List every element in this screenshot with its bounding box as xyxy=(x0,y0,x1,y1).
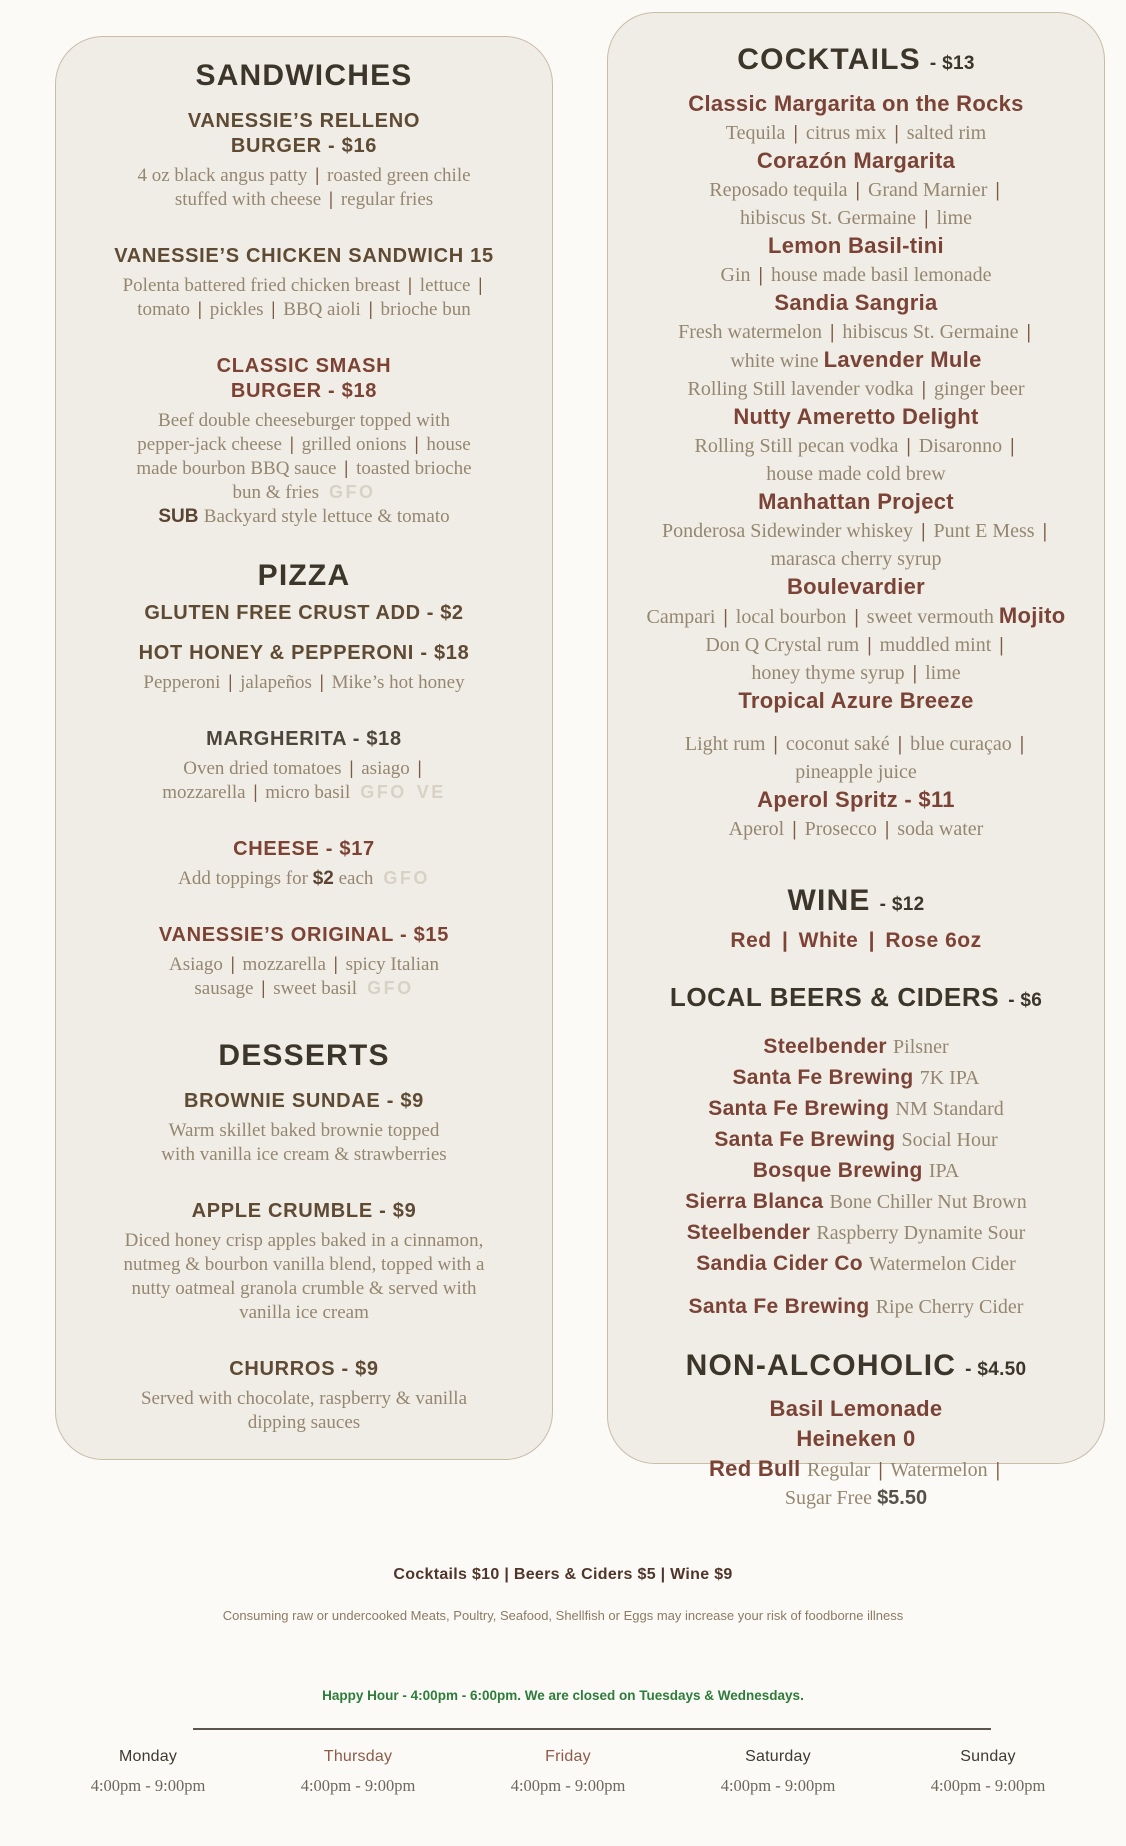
text-segment: tomato | pickles | BBQ aioli | brioche bun xyxy=(137,299,471,320)
menu-line xyxy=(86,298,522,322)
menu-item-name-line: BROWNIE SUNDAE - $9 xyxy=(184,1090,424,1112)
text-segment: Beef double cheeseburger topped with xyxy=(158,410,450,431)
section-title-cocktails xyxy=(636,43,1076,81)
text-segment: Red Bull xyxy=(708,1456,808,1481)
text-segment: Fresh watermelon | hibiscus St. Germaine | xyxy=(678,321,1034,343)
text-segment: Ripe Cherry Cider xyxy=(875,1296,1024,1318)
non-alcoholic-section xyxy=(636,1349,1076,1513)
text-segment: dipping sauces xyxy=(247,1412,361,1433)
menu-item-name xyxy=(86,354,522,404)
gluten-free-crust-note: GLUTEN FREE CRUST ADD - $2 xyxy=(144,602,464,624)
day-label: Saturday xyxy=(745,1748,811,1765)
text-segment: made bourbon BBQ sauce | toasted brioche xyxy=(136,458,472,479)
pipe-separator: | xyxy=(478,275,483,296)
section-title-non-alcoholic xyxy=(636,1349,1076,1387)
desserts-section xyxy=(86,1039,522,1435)
text-segment: Santa Fe Brewing xyxy=(688,1295,876,1318)
text-segment: GFO xyxy=(329,482,376,502)
pipe-separator: | xyxy=(723,606,728,628)
desserts-items xyxy=(86,1089,522,1435)
pizza-section xyxy=(86,559,522,1001)
day-label: Friday xyxy=(545,1748,591,1765)
pipe-separator: | xyxy=(1019,733,1025,755)
pipe-separator: | xyxy=(878,1459,883,1481)
hours-day-column xyxy=(718,1748,838,1796)
day-hours: 4:00pm - 9:00pm xyxy=(930,1776,1046,1795)
text-segment: Reposado tequila | Grand Marnier | xyxy=(709,179,1003,201)
menu-item-name xyxy=(86,1357,522,1382)
menu-item xyxy=(86,1357,522,1435)
sandwiches-items xyxy=(86,109,522,529)
menu-line xyxy=(86,505,522,529)
section-title-sandwiches: SANDWICHES xyxy=(195,59,413,92)
day-hours: 4:00pm - 9:00pm xyxy=(300,1776,416,1795)
hours-day-column xyxy=(88,1748,208,1796)
text-segment: Add toppings for xyxy=(178,868,313,889)
text-segment: Rolling Still lavender vodka | ginger beer xyxy=(687,378,1025,400)
menu-line xyxy=(636,433,1076,461)
hours-day-column xyxy=(928,1748,1048,1796)
menu-line xyxy=(86,757,522,781)
menu-item-name-line: CLASSIC SMASH xyxy=(216,355,392,377)
pipe-separator: | xyxy=(854,606,859,628)
text-segment: Tequila | citrus mix | salted rim xyxy=(725,122,987,144)
menu-line xyxy=(86,1253,522,1277)
menu-item-name-line: HOT HONEY & PEPPERONI - $18 xyxy=(138,642,470,664)
text-segment: Served with chocolate, raspberry & vanilla xyxy=(140,1388,468,1409)
pipe-separator: | xyxy=(855,179,860,201)
text-segment: Watermelon Cider xyxy=(869,1253,1016,1275)
menu-item-name xyxy=(86,1089,522,1114)
text-segment: honey thyme syrup | lime xyxy=(751,662,961,684)
pipe-separator: | xyxy=(897,733,903,755)
menu-line xyxy=(86,188,522,212)
menu-line xyxy=(636,787,1076,816)
text-segment: VE xyxy=(416,782,446,802)
menu-line xyxy=(636,262,1076,290)
day-label: Thursday xyxy=(323,1748,393,1765)
menu-item-name-line: MARGHERITA - $18 xyxy=(206,728,402,750)
section-title-pizza: PIZZA xyxy=(257,559,351,592)
menu-line xyxy=(86,1411,522,1435)
menu-item-name-line: CHURROS - $9 xyxy=(229,1358,379,1380)
text-segment: Social Hour xyxy=(901,1129,998,1151)
pipe-separator: | xyxy=(414,434,419,455)
menu-item-desc xyxy=(86,867,522,891)
menu-line xyxy=(86,1301,522,1325)
menu-item-name xyxy=(86,1199,522,1224)
text-segment: Polenta battered fried chicken breast | lettuce | xyxy=(123,275,486,296)
menu-line xyxy=(86,433,522,457)
pipe-separator: | xyxy=(349,758,354,779)
pipe-separator: | xyxy=(995,179,1000,201)
text-segment: GFO xyxy=(383,868,430,888)
pipe-separator: | xyxy=(868,929,876,952)
menu-item-name xyxy=(86,923,522,948)
pipe-separator: | xyxy=(1042,520,1047,542)
text-segment: Steelbender xyxy=(686,1221,817,1244)
text-segment: Ponderosa Sidewinder whiskey | Punt E Mess | xyxy=(662,520,1050,542)
menu-item-name-line: BURGER - $16 xyxy=(230,135,378,157)
menu-line xyxy=(636,347,1076,376)
cocktails-section xyxy=(636,43,1076,844)
menu-line xyxy=(636,546,1076,574)
wine-title: WINE xyxy=(787,884,871,917)
text-segment: Sierra Blanca xyxy=(685,1190,830,1213)
pipe-separator: | xyxy=(995,1459,1001,1481)
menu-line xyxy=(636,1218,1076,1249)
pipe-separator: | xyxy=(1026,321,1031,343)
wine-list xyxy=(636,926,1076,958)
pipe-separator: | xyxy=(792,818,797,840)
menu-line xyxy=(636,1485,1076,1513)
happy-hour-notice: Happy Hour - 4:00pm - 6:00pm. We are closed on Tuesdays & Wednesdays. xyxy=(322,1688,804,1703)
menu-item xyxy=(86,354,522,529)
menu-item xyxy=(86,244,522,322)
menu-line xyxy=(636,1125,1076,1156)
menu-line xyxy=(86,409,522,433)
pipe-separator: | xyxy=(261,978,266,999)
text-segment: Santa Fe Brewing xyxy=(732,1066,920,1089)
text-segment: pineapple juice xyxy=(795,761,917,783)
pipe-separator: | xyxy=(921,520,926,542)
pipe-separator: | xyxy=(333,954,338,975)
menu-line xyxy=(86,1387,522,1411)
menu-line xyxy=(636,926,1076,958)
text-segment: Regular | Watermelon | xyxy=(807,1459,1003,1481)
menu-item-name-line: VANESSIE’S CHICKEN SANDWICH 15 xyxy=(114,245,494,267)
text-segment: Heineken 0 xyxy=(796,1426,916,1451)
menu-line xyxy=(636,731,1076,759)
text-segment: Raspberry Dynamite Sour xyxy=(816,1222,1026,1244)
text-segment: Gin | house made basil lemonade xyxy=(720,264,992,286)
menu-item-desc xyxy=(86,1119,522,1167)
wine-price: - $12 xyxy=(879,894,925,915)
menu-item-desc xyxy=(86,274,522,322)
text-segment: each xyxy=(333,868,374,889)
food-safety-disclaimer: Consuming raw or undercooked Meats, Poultry, Seafood, Shellfish or Eggs may increase your risk of foodborne illness xyxy=(222,1608,904,1623)
sandwiches-section xyxy=(86,59,522,529)
menu-line xyxy=(636,290,1076,319)
menu-line xyxy=(636,233,1076,262)
menu-line xyxy=(636,1187,1076,1218)
menu-line xyxy=(636,603,1076,632)
text-segment: marasca cherry syrup xyxy=(770,548,942,570)
section-title-desserts: DESSERTS xyxy=(218,1039,390,1072)
menu-item-desc xyxy=(86,757,522,805)
menu-line xyxy=(636,1032,1076,1063)
text-segment: GFO xyxy=(360,782,407,802)
pipe-separator: | xyxy=(829,321,835,343)
menu-line xyxy=(636,1455,1076,1485)
menu-line xyxy=(86,1119,522,1143)
menu-item-desc xyxy=(86,671,522,695)
pipe-separator: | xyxy=(344,458,349,479)
menu-line xyxy=(636,574,1076,603)
text-segment: Santa Fe Brewing xyxy=(708,1097,896,1120)
menu-line xyxy=(636,1395,1076,1425)
text-segment: Oven dried tomatoes | asiago | xyxy=(183,758,424,779)
text-segment: Campari | local bourbon | sweet vermouth xyxy=(646,606,999,628)
beers-list xyxy=(636,1032,1076,1323)
day-hours: 4:00pm - 9:00pm xyxy=(720,1776,836,1795)
text-segment: Manhattan Project xyxy=(758,489,954,514)
menu-line xyxy=(636,1094,1076,1125)
menu-line xyxy=(86,781,522,805)
pipe-separator: | xyxy=(884,818,890,840)
menu-item xyxy=(86,837,522,891)
beers-section xyxy=(636,980,1076,1323)
menu-line xyxy=(636,1292,1076,1323)
menu-line xyxy=(636,177,1076,205)
pipe-separator: | xyxy=(912,662,918,684)
text-segment: Santa Fe Brewing xyxy=(714,1128,902,1151)
day-label: Monday xyxy=(118,1748,178,1765)
pipe-separator: | xyxy=(781,929,789,952)
text-segment: Sandia Cider Co xyxy=(696,1252,870,1275)
text-segment: Lemon Basil-tini xyxy=(768,233,944,258)
text-segment: GFO xyxy=(367,978,414,998)
menu-line xyxy=(636,205,1076,233)
text-segment: NM Standard xyxy=(895,1098,1004,1120)
menu-item-desc xyxy=(86,409,522,529)
day-hours: 4:00pm - 9:00pm xyxy=(90,1776,206,1795)
text-segment: IPA xyxy=(928,1160,960,1182)
spacer xyxy=(636,717,1076,731)
menu-item-desc xyxy=(86,1229,522,1325)
pipe-separator: | xyxy=(417,758,422,779)
menu-line xyxy=(636,688,1076,717)
hours-day-column xyxy=(508,1748,628,1796)
menu-item xyxy=(86,727,522,805)
menu-line xyxy=(86,457,522,481)
menu-item-name-line: APPLE CRUMBLE - $9 xyxy=(191,1200,417,1222)
menu-line xyxy=(636,319,1076,347)
pipe-separator: | xyxy=(793,122,798,144)
text-segment: Sandia Sangria xyxy=(774,290,938,315)
wine-section xyxy=(636,884,1076,958)
text-segment: bun & fries xyxy=(232,482,320,503)
text-segment: Corazón Margarita xyxy=(756,148,956,173)
non-alcoholic-list xyxy=(636,1395,1076,1513)
text-segment: Backyard style lettuce & tomato xyxy=(203,506,450,527)
spacer xyxy=(636,1280,1076,1292)
text-segment: Mojito xyxy=(998,603,1066,628)
menu-line xyxy=(86,274,522,298)
pipe-separator: | xyxy=(228,672,233,693)
menu-item-name xyxy=(86,109,522,159)
pipe-separator: | xyxy=(319,672,324,693)
pipe-separator: | xyxy=(924,207,929,229)
opening-hours-row xyxy=(88,1748,1048,1796)
text-segment: Basil Lemonade xyxy=(769,1396,943,1421)
text-segment: 7K IPA xyxy=(919,1067,980,1089)
text-segment: with vanilla ice cream & strawberries xyxy=(161,1144,447,1165)
text-segment: Rolling Still pecan vodka | Disaronno | xyxy=(694,435,1017,457)
text-segment: mozzarella | micro basil xyxy=(162,782,351,803)
menu-item-name xyxy=(86,727,522,752)
pipe-separator: | xyxy=(315,165,320,186)
beers-price: - $6 xyxy=(1008,990,1043,1011)
text-segment: stuffed with cheese | regular fries xyxy=(174,189,434,210)
menu-line xyxy=(636,1156,1076,1187)
text-segment: Diced honey crisp apples baked in a cinnamon, xyxy=(124,1230,484,1251)
menu-item-name xyxy=(86,641,522,666)
pipe-separator: | xyxy=(867,634,872,656)
day-hours: 4:00pm - 9:00pm xyxy=(510,1776,626,1795)
text-segment: Tropical Azure Breeze xyxy=(738,688,974,713)
text-segment: Bosque Brewing xyxy=(752,1159,929,1182)
text-segment: sausage | sweet basil xyxy=(194,978,358,999)
menu-line xyxy=(636,1063,1076,1094)
pipe-separator: | xyxy=(894,122,899,144)
text-segment: Bone Chiller Nut Brown xyxy=(829,1191,1027,1213)
pipe-separator: | xyxy=(197,299,202,320)
menu-line xyxy=(636,461,1076,489)
menu-item xyxy=(86,1089,522,1167)
pipe-separator: | xyxy=(289,434,294,455)
pipe-separator: | xyxy=(230,954,235,975)
menu-line xyxy=(86,164,522,188)
menu-line xyxy=(636,148,1076,177)
section-title-beers xyxy=(636,980,1076,1018)
pipe-separator: | xyxy=(1010,435,1015,457)
menu-line xyxy=(86,481,522,505)
menu-line xyxy=(636,660,1076,688)
menu-item-desc xyxy=(86,953,522,1001)
menu-line xyxy=(86,1229,522,1253)
menu-item xyxy=(86,641,522,695)
menu-line xyxy=(636,632,1076,660)
pipe-separator: | xyxy=(773,733,778,755)
day-label: Sunday xyxy=(960,1748,1016,1765)
menu-line xyxy=(636,518,1076,546)
hours-day-column xyxy=(298,1748,418,1796)
pipe-separator: | xyxy=(758,264,763,286)
text-segment: $2 xyxy=(312,868,334,889)
text-segment: house made cold brew xyxy=(766,463,946,485)
menu-item xyxy=(86,1199,522,1325)
menu-line xyxy=(86,867,522,891)
cocktails-list xyxy=(636,91,1076,844)
text-segment: SUB xyxy=(158,506,204,527)
text-segment: pepper-jack cheese | grilled onions | house xyxy=(137,434,471,455)
text-segment: $5.50 xyxy=(877,1487,928,1509)
menu-line xyxy=(86,953,522,977)
text-segment: 4 oz black angus patty | roasted green chile xyxy=(137,165,471,186)
cocktails-price: - $13 xyxy=(929,53,975,74)
pipe-separator: | xyxy=(906,435,911,457)
pipe-separator: | xyxy=(407,275,413,296)
menu-line xyxy=(86,1277,522,1301)
text-segment: Warm skillet baked brownie topped xyxy=(168,1120,440,1141)
text-segment: Boulevardier xyxy=(786,574,926,599)
pizza-items xyxy=(86,641,522,1001)
pipe-separator: | xyxy=(921,378,926,400)
text-segment: Nutty Ameretto Delight xyxy=(733,404,979,429)
text-segment: white wine xyxy=(730,350,824,372)
menu-item-name-line: VANESSIE’S ORIGINAL - $15 xyxy=(158,924,450,946)
cocktails-title: COCKTAILS xyxy=(737,43,921,76)
menu-item-desc xyxy=(86,164,522,212)
hours-divider xyxy=(193,1728,991,1730)
text-segment: Aperol | Prosecco | soda water xyxy=(728,818,984,840)
text-segment: nutmeg & bourbon vanilla blend, topped with a xyxy=(123,1254,485,1275)
menu-line xyxy=(86,1143,522,1167)
menu-item-name-line: VANESSIE’S RELLENO xyxy=(187,110,421,132)
menu-line xyxy=(636,404,1076,433)
menu-line xyxy=(636,1249,1076,1280)
pipe-separator: | xyxy=(368,299,373,320)
menu-item-name xyxy=(86,837,522,862)
text-segment: Light rum | coconut saké | blue curaçao | xyxy=(685,733,1027,755)
text-segment: Classic Margarita on the Rocks xyxy=(688,91,1024,116)
menu-line xyxy=(86,671,522,695)
happy-hour-prices: Cocktails $10 | Beers & Ciders $5 | Wine $9 xyxy=(393,1566,733,1583)
menu-line xyxy=(636,1425,1076,1455)
text-segment: Lavender Mule xyxy=(823,347,982,372)
menu-line xyxy=(636,759,1076,787)
text-segment: hibiscus St. Germaine | lime xyxy=(739,207,973,229)
text-segment: Steelbender xyxy=(763,1035,894,1058)
menu-line xyxy=(636,489,1076,518)
text-segment: vanilla ice cream xyxy=(239,1302,369,1323)
food-menu-card xyxy=(55,36,553,1460)
text-segment: Don Q Crystal rum | muddled mint | xyxy=(705,634,1006,656)
text-segment: Pepperoni | jalapeños | Mike’s hot honey xyxy=(143,672,465,693)
text-segment: Aperol Spritz - $11 xyxy=(757,787,955,812)
menu-line xyxy=(636,91,1076,120)
text-segment: Pilsner xyxy=(893,1036,949,1058)
menu-item-name-line: CHEESE - $17 xyxy=(233,838,375,860)
text-segment: Asiago | mozzarella | spicy Italian xyxy=(169,954,439,975)
text-segment: nutty oatmeal granola crumble & served with xyxy=(131,1278,477,1299)
pipe-separator: | xyxy=(328,189,334,210)
section-title-wine xyxy=(636,884,1076,922)
non-alcoholic-price: - $4.50 xyxy=(965,1359,1027,1380)
menu-line xyxy=(636,120,1076,148)
menu-item-name-line: BURGER - $18 xyxy=(230,380,378,402)
non-alcoholic-title: NON-ALCOHOLIC xyxy=(685,1349,957,1382)
text-segment: Red | White | Rose 6oz xyxy=(730,929,982,952)
drinks-menu-card xyxy=(607,12,1105,1509)
pipe-separator: | xyxy=(253,782,258,803)
menu-line xyxy=(636,376,1076,404)
pipe-separator: | xyxy=(999,634,1004,656)
pipe-separator: | xyxy=(271,299,276,320)
menu-item-name xyxy=(86,244,522,269)
menu-line xyxy=(636,816,1076,844)
text-segment: Sugar Free xyxy=(784,1487,878,1509)
beers-title: LOCAL BEERS & CIDERS xyxy=(669,982,1000,1012)
menu-item-desc xyxy=(86,1387,522,1435)
menu-line xyxy=(86,977,522,1001)
menu-item xyxy=(86,923,522,1001)
menu-item xyxy=(86,109,522,212)
